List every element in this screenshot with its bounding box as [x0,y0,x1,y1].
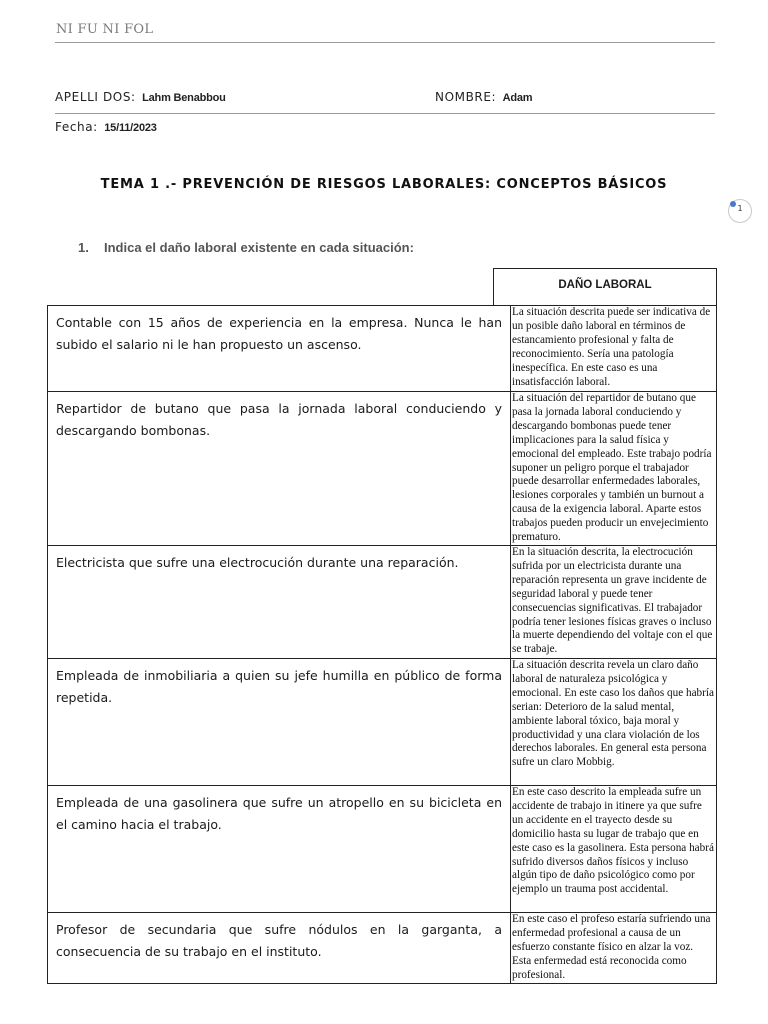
apellidos-value: Lahm Benabbou [142,92,226,104]
comment-indicator-dot [730,201,736,207]
fecha-field [55,120,157,134]
situation-cell: Electricista que sufre una electrocución durante una reparación. [48,546,511,659]
question-number: 1. [78,240,89,255]
nombre-field [435,90,532,104]
header-divider [55,42,715,43]
damage-cell: La situación descrita puede ser indicativa de un posible daño laboral en términos de estancamiento profesional y falta de reconocimiento. Sería una patología inespecífica. En este caso es una insatisfacción laboral. [511,306,717,392]
comment-icon[interactable] [728,199,752,223]
situation-cell: Repartidor de butano que pasa la jornada laboral conduciendo y descargando bombonas. [48,392,511,546]
comment-count: 1 [737,204,743,213]
fecha-label: Fecha: [55,120,98,134]
situation-cell: Empleada de una gasolinera que sufre un atropello en su bicicleta en el camino hacia el trabajo. [48,786,511,913]
damage-cell: La situación del repartidor de butano que pasa la jornada laboral conduciendo y descargando bombonas puede tener implicaciones para la salud física y emocional del empleado. Este trabajo podría suponer un peligro porque el trabajador puede desarrollar enfermedades laborales, lesiones corporales y también un burnout a causa de la exigencia laboral. Aparte estos trabajos pueden producir un envejecimiento prematuro. [511,392,717,546]
question-text: Indica el daño laboral existente en cada situación: [104,240,414,255]
dano-laboral-header: DAÑO LABORAL [493,268,717,306]
damage-cell: En este caso descrito la empleada sufre un accidente de trabajo in itinere ya que sufre un accidente en el trayecto desde su domicilio hasta su lugar de trabajo que en este caso es la gasolinera. Esta persona habrá sufrido diversos daños físicos y incluso algún tipo de daño psicológico como por ejemplo un trauma post accidental. [511,786,717,913]
table-row [48,392,717,546]
apellidos-label: APELLI DOS: [55,90,136,104]
nombre-value: Adam [502,92,533,104]
table-row [48,546,717,659]
question-1 [78,240,414,255]
apellidos-field [55,90,226,104]
situation-cell: Empleada de inmobiliaria a quien su jefe humilla en público de forma repetida. [48,659,511,786]
table-row [48,786,717,913]
nombre-label: NOMBRE: [435,90,497,104]
course-header: NI FU NI FOL [56,22,154,37]
table-row [48,913,717,984]
situation-cell: Profesor de secundaria que sufre nódulos en la garganta, a consecuencia de su trabajo en el instituto. [48,913,511,984]
fecha-value: 15/11/2023 [104,122,157,134]
table-row [48,659,717,786]
table-row [48,306,717,392]
name-divider [55,113,715,114]
situation-cell: Contable con 15 años de experiencia en la empresa. Nunca le han subido el salario ni le han propuesto un ascenso. [48,306,511,392]
damage-cell: La situación descrita revela un claro daño laboral de naturaleza psicológica y emocional. En este caso los daños que habría serian: Deterioro de la salud mental, ambiente laboral tóxico, baja moral y productividad y una clara violación de los derechos laborales. En general esta persona sufre un claro Mobbig. [511,659,717,786]
damage-cell: En la situación descrita, la electrocución sufrida por un electricista durante una reparación representa un grave incidente de seguridad laboral y puede tener consecuencias significativas. El trabajador podría tener lesiones físicas graves o incluso la muerte dependiendo del voltaje con el que se trabaje. [511,546,717,659]
damage-cell: En este caso el profeso estaría sufriendo una enfermedad profesional a causa de un esfuerzo constante físico en alzar la voz. Esta enfermedad está reconocida como profesional. [511,913,717,984]
situations-table [47,305,717,984]
page-title: TEMA 1 .- PREVENCIÓN DE RIESGOS LABORALES: CONCEPTOS BÁSICOS [100,177,668,192]
